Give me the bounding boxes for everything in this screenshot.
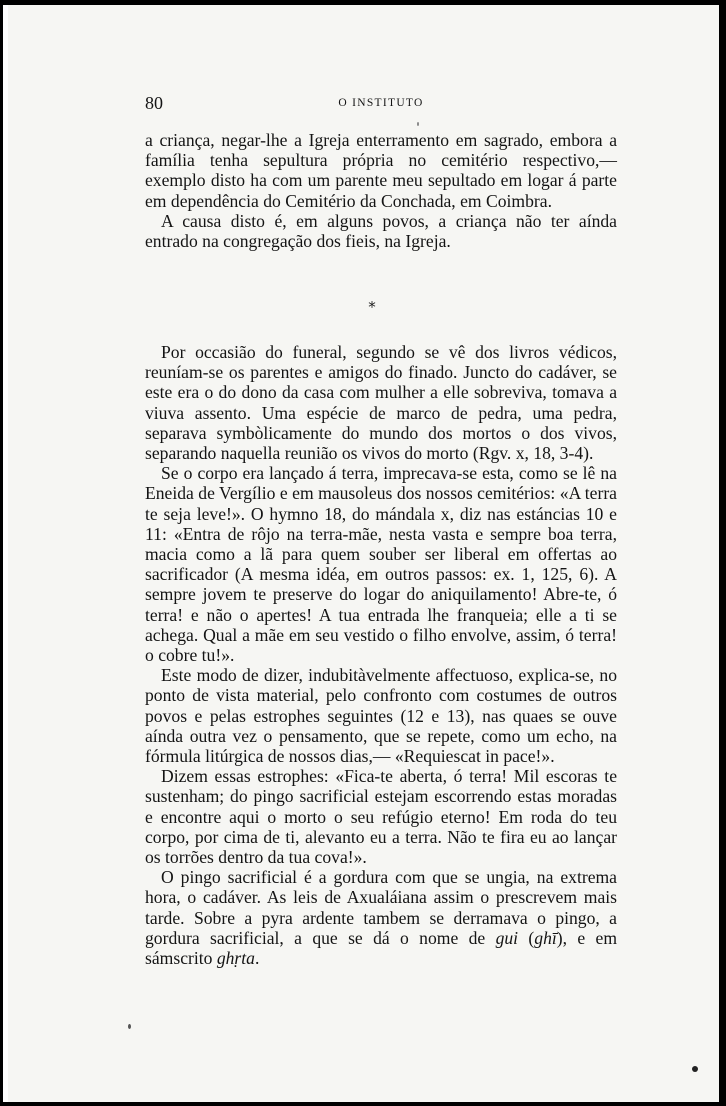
paragraph: a criança, negar-lhe a Igreja enterramento em sagrado, embora a família tenha sepultura própria no cemitério respectivo,— exemplo disto ha com um parente meu sepultado em logar á parte em dependência do Cemitério da Conchada, em Coimbra. [145,130,617,211]
scan-speck [692,1066,698,1072]
paragraph-end: . [254,948,260,969]
paragraph: Se o corpo era lançado á terra, imprecava-se esta, como se lê na Eneida de Vergílio e em mausoleus dos nossos cemitérios: «A terra te seja leve!». O hymno 18, do mándala x, diz nas estáncias 10 e 11: «Entra de rôjo na terra-mãe, nesta vasta e sempre boa terra, macia como a lã para quem souber ser liberal em offertas ao sacrificador (A mesma idéa, em outros passos: ex. 1, 125, 6). A sempre jovem te preserve do logar do aniquilamento! Abre-te, ó terra! e não o apertes! A tua entrada lhe franqueia; elle a ti se achega. Qual a mãe em seu vestido o filho envolve, assim, ó terra! o cobre tu!». [145,463,617,666]
text-block-main [145,342,617,968]
paragraph: O pingo sacrificial é a gordura com que se ungia, na extrema hora, o cadáver. As leis de Axualáiana assim o prescrevem mais tarde. Sobre a pyra ardente tambem se derramava o pingo, a gordura sacrificial, a que se dá o nome de gui (ghī), e em sámscrito ghṛta. [145,867,618,969]
paragraph: Por occasião do funeral, segundo se vê dos livros védicos, reuníam-se os parentes e amigos do finado. Juncto do cadáver, se este era o do dono da casa com mulher a elle sobreviva, tomava a viuva assento. Uma espécie de marco de pedra, uma pedra, separava symbòlicamente do mundo dos mortos o dos vivos, separando naquella reunião os vivos do morto (Rgv. x, 18, 3-4). [145,342,617,464]
term-gui: gui [495,927,519,948]
paragraph: Este modo de dizer, indubitàvelmente affectuoso, explica-se, no ponto de vista material, pelo confronto com costumes de outros povos e pelas estrophes seguintes (12 e 13), nas quaes se ouve aínda outra vez o pensamento, que se repete, como um echo, na fórmula litúrgica de nossos dias,— «Requiescat in pace!». [145,665,617,767]
section-separator: * [368,298,376,316]
paragraph-text: , e em sámscrito [145,927,618,969]
running-title: O INSTITUTO [338,97,424,109]
page-header [145,93,617,115]
scan-speck [128,1024,131,1029]
paragraph-text: O pingo sacrificial é a gordura com que se ungia, na extrema hora, o cadáver. As leis de Axualáiana assim o prescrevem mais tarde. Sobre a pyra ardente tambem se derramava o pingo, a gordura sacrificial, a que se dá o nome de [145,867,617,948]
term-ghrta: ghṛta [216,948,255,969]
term-ghi: ghī [534,927,557,948]
paragraph: A causa disto é, em alguns povos, a criança não ter aínda entrado na congregação dos fieis, na Igreja. [145,210,617,252]
page-number: 80 [145,93,163,113]
text-block-top [145,130,617,251]
scan-speck [417,122,419,126]
paragraph: Dizem essas estrophes: «Fica-te aberta, ó terra! Mil escoras te sustenham; do pingo sacrificial estejam escorrendo estas moradas e encontre aqui o morto o seu refúgio eterno! Em roda do teu corpo, por cima de ti, alevanto eu a terra. Não te fira eu ao lançar os torrões dentro da tua cova!». [145,766,617,868]
